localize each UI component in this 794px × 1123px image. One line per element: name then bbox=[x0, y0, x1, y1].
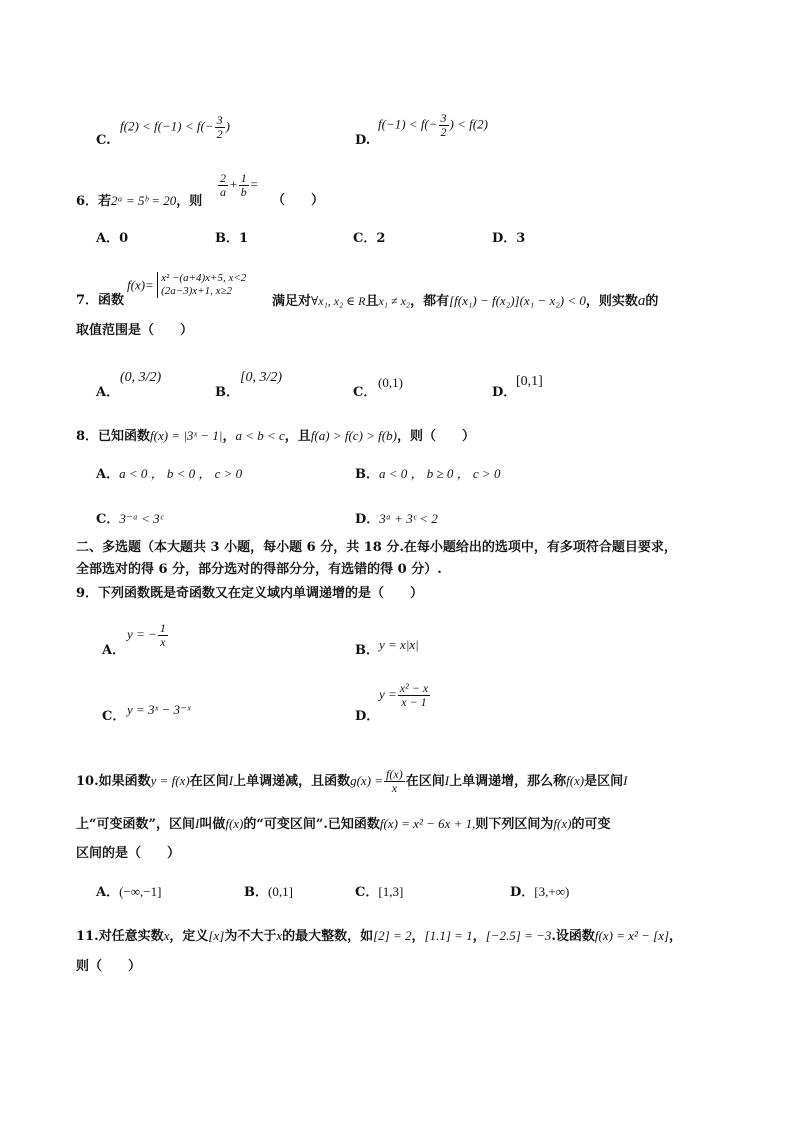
q7-option-d: [0,1] bbox=[516, 374, 543, 389]
q10-stem-line2: 上“可变函数”，区间I叫做f(x)的“可变区间”.已知函数f(x) = x² − 6x + 1,则下列区间为f(x)的可变 bbox=[76, 816, 611, 832]
q7-option-b: [0, 3/2) bbox=[240, 370, 282, 385]
q10-stem-line3: 区间的是（ ） bbox=[76, 846, 181, 861]
q5-option-d-math: f(−1) < f(− $\frac{3}{2}$ ) < f(2) bbox=[378, 111, 488, 139]
q8-stem: 8．已知函数f(x) = |3ˣ − 1|，a < b < c，且f(a) > f(c) > f(b)，则（ ） bbox=[76, 428, 475, 444]
q11-stem-line2: 则（ ） bbox=[76, 959, 142, 974]
q10-option-b: B．(0,1] bbox=[244, 884, 293, 900]
q7-option-a-label: A． bbox=[96, 385, 120, 400]
q8-option-b: B．a < 0 ， b ≥ 0 ， c > 0 bbox=[355, 466, 501, 482]
q7-option-c: (0,1) bbox=[378, 375, 403, 390]
section2-header-line1: 二、多选题（本大题共 3 小题，每小题 6 分，共 18 分.在每小题给出的选项中，有多项符合题目要求， bbox=[76, 540, 677, 555]
q9-option-c-label: C． bbox=[102, 709, 126, 724]
q6-option-c: C．2 bbox=[353, 231, 386, 246]
q6-expression: $\frac{2}{a}$ + $\frac{1}{b}$ = bbox=[220, 171, 259, 199]
section2-header-line2: 全部选对的得 6 分，部分选对的得部分分，有选错的得 0 分）. bbox=[76, 562, 442, 577]
q5-option-c-label: C. bbox=[96, 133, 111, 148]
q10-option-a: A．(−∞,−1] bbox=[96, 884, 162, 900]
q6-option-a: A．0 bbox=[96, 231, 129, 246]
q6-stem: 6．若2ᵃ = 5ᵇ = 20，则 bbox=[76, 193, 203, 209]
q9-option-b: y = x|x| bbox=[379, 637, 419, 652]
q6-option-b: B．1 bbox=[215, 231, 249, 246]
q7-stem-part2: 满足对∀x₁, x₂ ∈ R且x₁ ≠ x₂，都有[f(x₁) − f(x₂)](x₁ − x₂) < 0，则实数a的 bbox=[272, 293, 659, 309]
q10-option-d: D．[3,+∞) bbox=[510, 884, 570, 900]
q8-option-c: C．3⁻ᵃ < 3ᶜ bbox=[96, 511, 164, 527]
q10-stem-line1: 10.如果函数y = f(x)在区间I上单调递减，且函数g(x) = $\frac{f(x)}{x}$ 在区间I上单调递增，那么称f(x)是区间I bbox=[76, 767, 628, 795]
q7-piecewise-function: f(x)= x² −(a+4)x+5, x<2 (2a−3)x+1, x≥2 bbox=[127, 272, 247, 297]
q9-option-a-label: A． bbox=[102, 643, 126, 658]
q8-option-a: A．a < 0 ， b < 0 ， c > 0 bbox=[96, 466, 243, 482]
q6-option-d: D．3 bbox=[492, 231, 526, 246]
q9-option-d: y = $\frac{\text{x² − x}}{x - 1}$ bbox=[379, 681, 429, 709]
q6-answer-paren: （ ） bbox=[272, 193, 325, 208]
q9-option-b-label: B． bbox=[355, 643, 379, 658]
q11-stem-line1: 11.对任意实数x，定义[x]为不大于x的最大整数，如[2] = 2，[1.1] = 1，[−2.5] = −3.设函数f(x) = x² − [x]， bbox=[76, 928, 683, 944]
q9-option-a: y = − $\frac{1}{x}$ bbox=[127, 621, 166, 649]
q7-stem-line2: 取值范围是（ ） bbox=[76, 323, 194, 338]
q7-option-a: (0, 3/2) bbox=[120, 370, 162, 385]
q5-option-c-math: f(2) < f(−1) < f(− $\frac{3}{2}$ ) bbox=[120, 113, 230, 141]
q7-option-d-label: D． bbox=[492, 385, 517, 400]
q9-stem: 9．下列函数既是奇函数又在定义域内单调递增的是（ ） bbox=[76, 586, 424, 601]
q9-option-c: y = 3ˣ − 3⁻ˣ bbox=[127, 702, 191, 717]
q8-option-d: D．3ᵃ + 3ᶜ < 2 bbox=[355, 511, 438, 527]
q7-option-b-label: B． bbox=[215, 385, 239, 400]
q10-option-c: C．[1,3] bbox=[355, 884, 404, 900]
q9-option-d-label: D． bbox=[355, 709, 380, 724]
q5-option-d-label: D. bbox=[355, 133, 371, 148]
q7-option-c-label: C． bbox=[353, 385, 377, 400]
q7-stem-prefix: 7．函数 bbox=[76, 293, 125, 308]
